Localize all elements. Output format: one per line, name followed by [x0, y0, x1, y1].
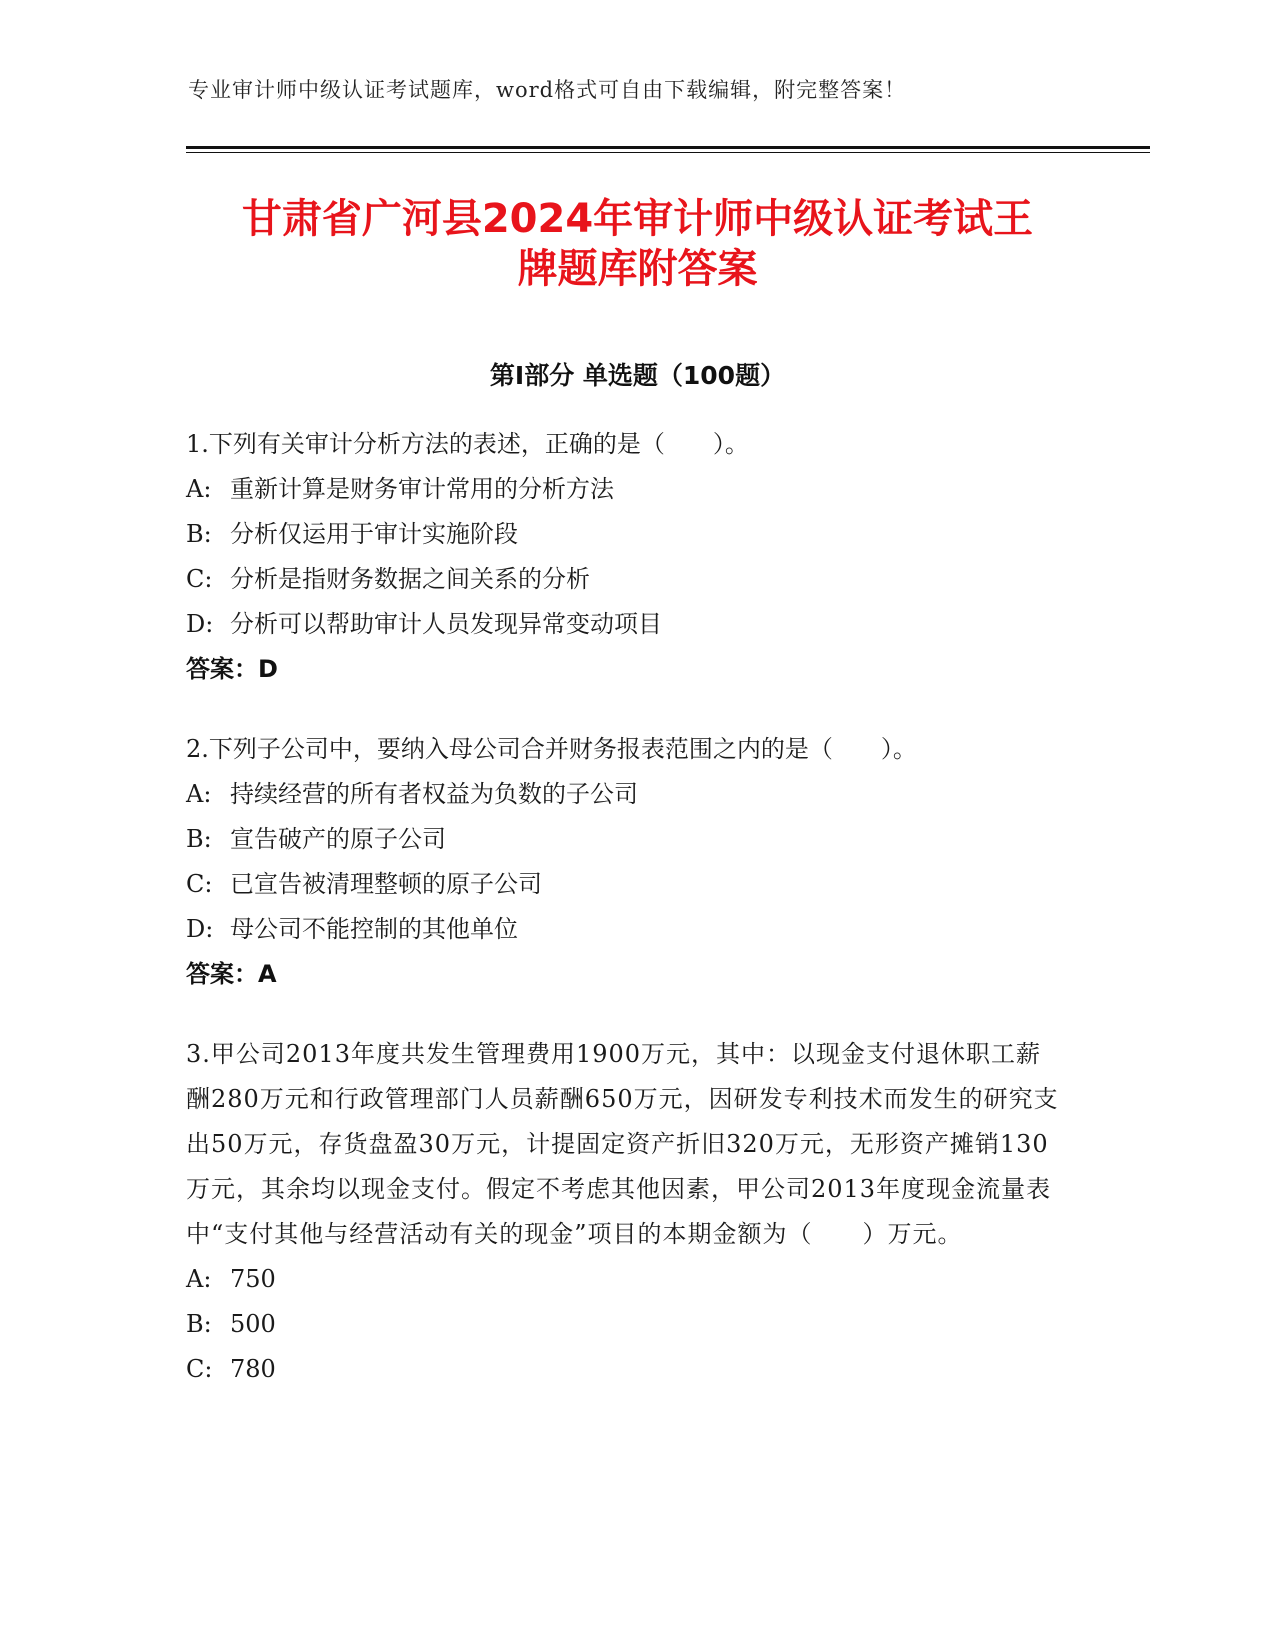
option-text: 分析仅运用于审计实施阶段 — [230, 520, 518, 548]
option-letter: A: — [186, 1265, 212, 1293]
option-d — [186, 907, 1086, 952]
answer-label: 答案：D — [186, 655, 278, 683]
section-heading: 第I部分 单选题（100题） — [489, 361, 786, 390]
option-letter: A: — [186, 475, 212, 503]
option-b — [186, 1302, 1066, 1347]
option-letter: B: — [186, 1310, 212, 1338]
option-text: 分析可以帮助审计人员发现异常变动项目 — [230, 610, 662, 638]
option-text: 持续经营的所有者权益为负数的子公司 — [230, 780, 638, 808]
option-c — [186, 557, 1086, 602]
option-d — [186, 602, 1086, 647]
option-letter: C: — [186, 565, 213, 593]
option-text: 750 — [230, 1265, 276, 1293]
header-note: 专业审计师中级认证考试题库，word格式可自由下载编辑，附完整答案！ — [188, 78, 907, 102]
option-a — [186, 467, 1086, 512]
question-stem: 2.下列子公司中，要纳入母公司合并财务报表范围之内的是（ ）。 — [186, 735, 917, 763]
option-text: 500 — [230, 1310, 276, 1338]
option-text: 重新计算是财务审计常用的分析方法 — [230, 475, 614, 503]
header-rule-thin — [186, 152, 1150, 153]
document-title-line-2: 牌题库附答案 — [517, 246, 758, 292]
option-letter: C: — [186, 1355, 213, 1383]
option-letter: D: — [186, 610, 214, 638]
question-stem: 3.甲公司2013年度共发生管理费用1900万元，其中：以现金支付退休职工薪酬280万元和行政管理部门人员薪酬650万元，因研发专利技术而发生的研究支出50万元，存货盘盈30万元，计提固定资产折旧320万元，无形资产摊销130万元，其余均以现金支付。假定不考虑其他因素，甲公司2013年度现金流量表中“支付其他与经营活动有关的现金”项目的本期金额为（ ）万元。 — [186, 1040, 1059, 1248]
header-rule-thick — [186, 146, 1150, 149]
question-3 — [186, 1032, 1066, 1392]
option-text: 780 — [230, 1355, 276, 1383]
option-letter: D: — [186, 915, 214, 943]
option-letter: B: — [186, 825, 212, 853]
option-text: 已宣告被清理整顿的原子公司 — [230, 870, 542, 898]
option-letter: C: — [186, 870, 213, 898]
option-text: 宣告破产的原子公司 — [230, 825, 446, 853]
option-a — [186, 772, 1086, 817]
document-title — [150, 194, 1125, 294]
option-letter: B: — [186, 520, 212, 548]
option-letter: A: — [186, 780, 212, 808]
option-b — [186, 512, 1086, 557]
question-stem: 1.下列有关审计分析方法的表述，正确的是（ ）。 — [186, 430, 749, 458]
question-2 — [186, 727, 1086, 997]
option-text: 分析是指财务数据之间关系的分析 — [230, 565, 590, 593]
option-a — [186, 1257, 1066, 1302]
option-c — [186, 862, 1086, 907]
document-title-line-1: 甘肃省广河县2024年审计师中级认证考试王 — [241, 196, 1034, 242]
question-1 — [186, 422, 1086, 692]
option-c — [186, 1347, 1066, 1392]
option-text: 母公司不能控制的其他单位 — [230, 915, 518, 943]
option-b — [186, 817, 1086, 862]
answer-label: 答案：A — [186, 960, 277, 988]
